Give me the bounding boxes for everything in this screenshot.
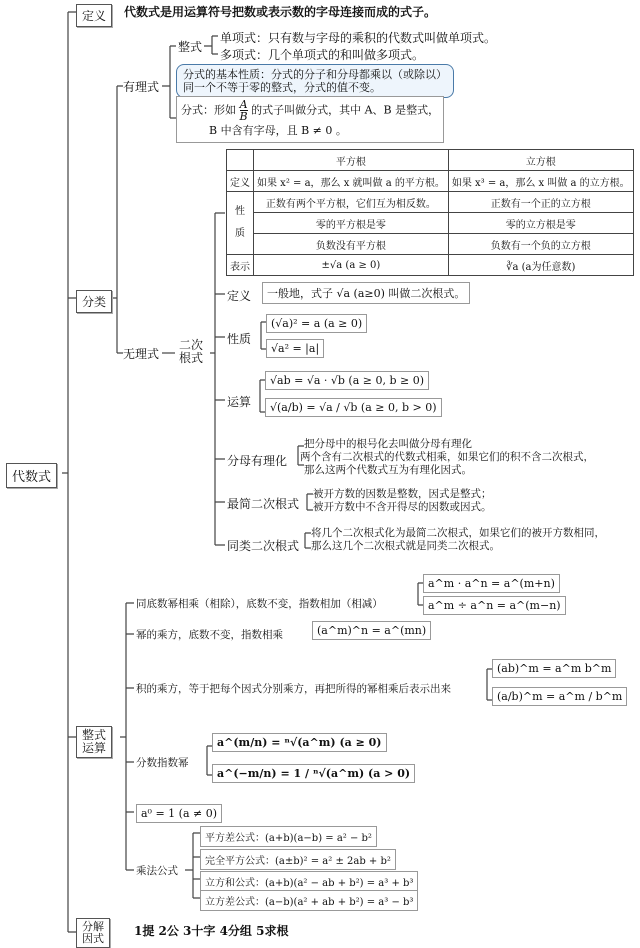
radical-property-formula-2: √a² = |a| [266,339,324,358]
fractional-exponent-formula-1: a^(m/n) = ⁿ√(a^m) (a ≥ 0) [212,733,387,752]
perfect-square: 完全平方公式：(a±b)² = a² ± 2ab + b² [200,849,396,870]
simplest-radical-text: 被开方数的因数是整数，因式是整式； 被开方数中不含开得尽的因数或因式。 [313,488,492,513]
power-of-product-formula-1: (ab)^m = a^m b^m [492,659,616,678]
difference-of-cubes: 立方差公式：(a−b)(a² + ab + b²) = a³ − b³ [200,890,418,911]
operations-node: 整式 运算 [76,726,112,758]
power-of-product-formula-2: (a/b)^m = a^m / b^m [492,687,627,706]
fraction-a-over-b: $\frac{A}{B}$ [239,98,248,123]
radical-operation-formula-2: √(a/b) = √a / √b (a ≥ 0, b > 0) [265,398,442,417]
same-base-formula-1: a^m · a^n = a^(m+n) [423,574,560,593]
fraction-definition-box: 分式：形如 $\frac{A}{B}$ 的式子叫做分式，其中 A、B 是整式， B 中含有字母，且 B ≠ 0 。 [176,96,444,143]
similar-radical-text: 将几个二次根式化为最简二次根式，如果它们的被开方数相同， 那么这几个二次根式就是同类二次根式。 [311,527,605,552]
factorization-node: 分解 因式 [76,918,110,948]
difference-of-squares: 平方差公式：(a+b)(a−b) = a² − b² [200,826,377,847]
power-of-product-rule: 积的乘方，等于把每个因式分别乘方，再把所得的幂相乘后表示出来 [136,683,451,695]
radical-definition-label: 定义 [227,289,252,303]
polynomial-text: 多项式：几个单项式的和叫做多项式。 [220,48,425,62]
definition-text: 代数式是用运算符号把数或表示数的字母连接而成的式子。 [124,5,437,19]
definition-node: 定义 [76,4,112,27]
sum-of-cubes: 立方和公式：(a+b)(a² − ab + b²) = a³ + b³ [200,871,418,892]
integral-node: 整式 [178,40,203,54]
fractional-exponent-rule: 分数指数幂 [136,757,189,769]
multiplication-formulas-label: 乘法公式 [136,865,178,877]
classify-node: 分类 [76,290,112,313]
simplest-radical-label: 最简二次根式 [227,497,300,511]
factorization-methods: 1提 2公 3十字 4分组 5求根 [134,924,289,938]
power-of-power-formula: (a^m)^n = a^(mn) [312,621,431,640]
root-node: 代数式 [6,463,57,488]
radical-definition-text: 一般地，式子 √a (a≥0) 叫做二次根式。 [262,282,470,304]
fractional-exponent-formula-2: a^(−m/n) = 1 / ⁿ√(a^m) (a > 0) [212,764,415,783]
quadratic-radical-node: 二次 根式 [179,338,204,365]
irrational-node: 无理式 [123,347,160,361]
rational-node: 有理式 [123,80,160,94]
monomial-text: 单项式：只有数与字母的乘积的代数式叫做单项式。 [220,31,497,45]
rationalize-label: 分母有理化 [227,454,288,468]
radical-property-formula-1: (√a)² = a (a ≥ 0) [266,314,367,333]
radical-operation-formula-1: √ab = √a · √b (a ≥ 0, b ≥ 0) [265,371,429,390]
power-of-power-rule: 幂的乘方，底数不变，指数相乘 [136,629,283,641]
zero-exponent-formula: a⁰ = 1 (a ≠ 0) [136,804,222,823]
fraction-property-note: 分式的基本性质：分式的分子和分母都乘以（或除以） 同一个不等于零的整式，分式的值不变。 [176,64,454,98]
root-comparison-table: 平方根 立方根 定义 如果 x² = a，那么 x 就叫做 a 的平方根。 如果 x³ = a，那么 x 叫做 a 的立方根。 性 质 正数有两个平方根，它们互为相反数。 正数有一个正的立方根 零的平方根是零 零的立方根是零 负数没有平方根 负数有一个负的立方根 表示 ±√a (a ≥ 0) ∛a (a为任意数) [226,149,634,276]
radical-property-label: 性质 [227,332,252,346]
radical-operation-label: 运算 [227,395,252,409]
same-base-power-rule: 同底数幂相乘（相除），底数不变，指数相加（相减） [136,598,383,610]
same-base-formula-2: a^m ÷ a^n = a^(m−n) [423,596,566,615]
similar-radical-label: 同类二次根式 [227,539,300,553]
rationalize-text: 把分母中的根号化去叫做分母有理化 两个含有二次根式的代数式相乘，如果它们的积不含二次根式， 那么这两个代数式互为有理化因式。 [300,438,594,476]
